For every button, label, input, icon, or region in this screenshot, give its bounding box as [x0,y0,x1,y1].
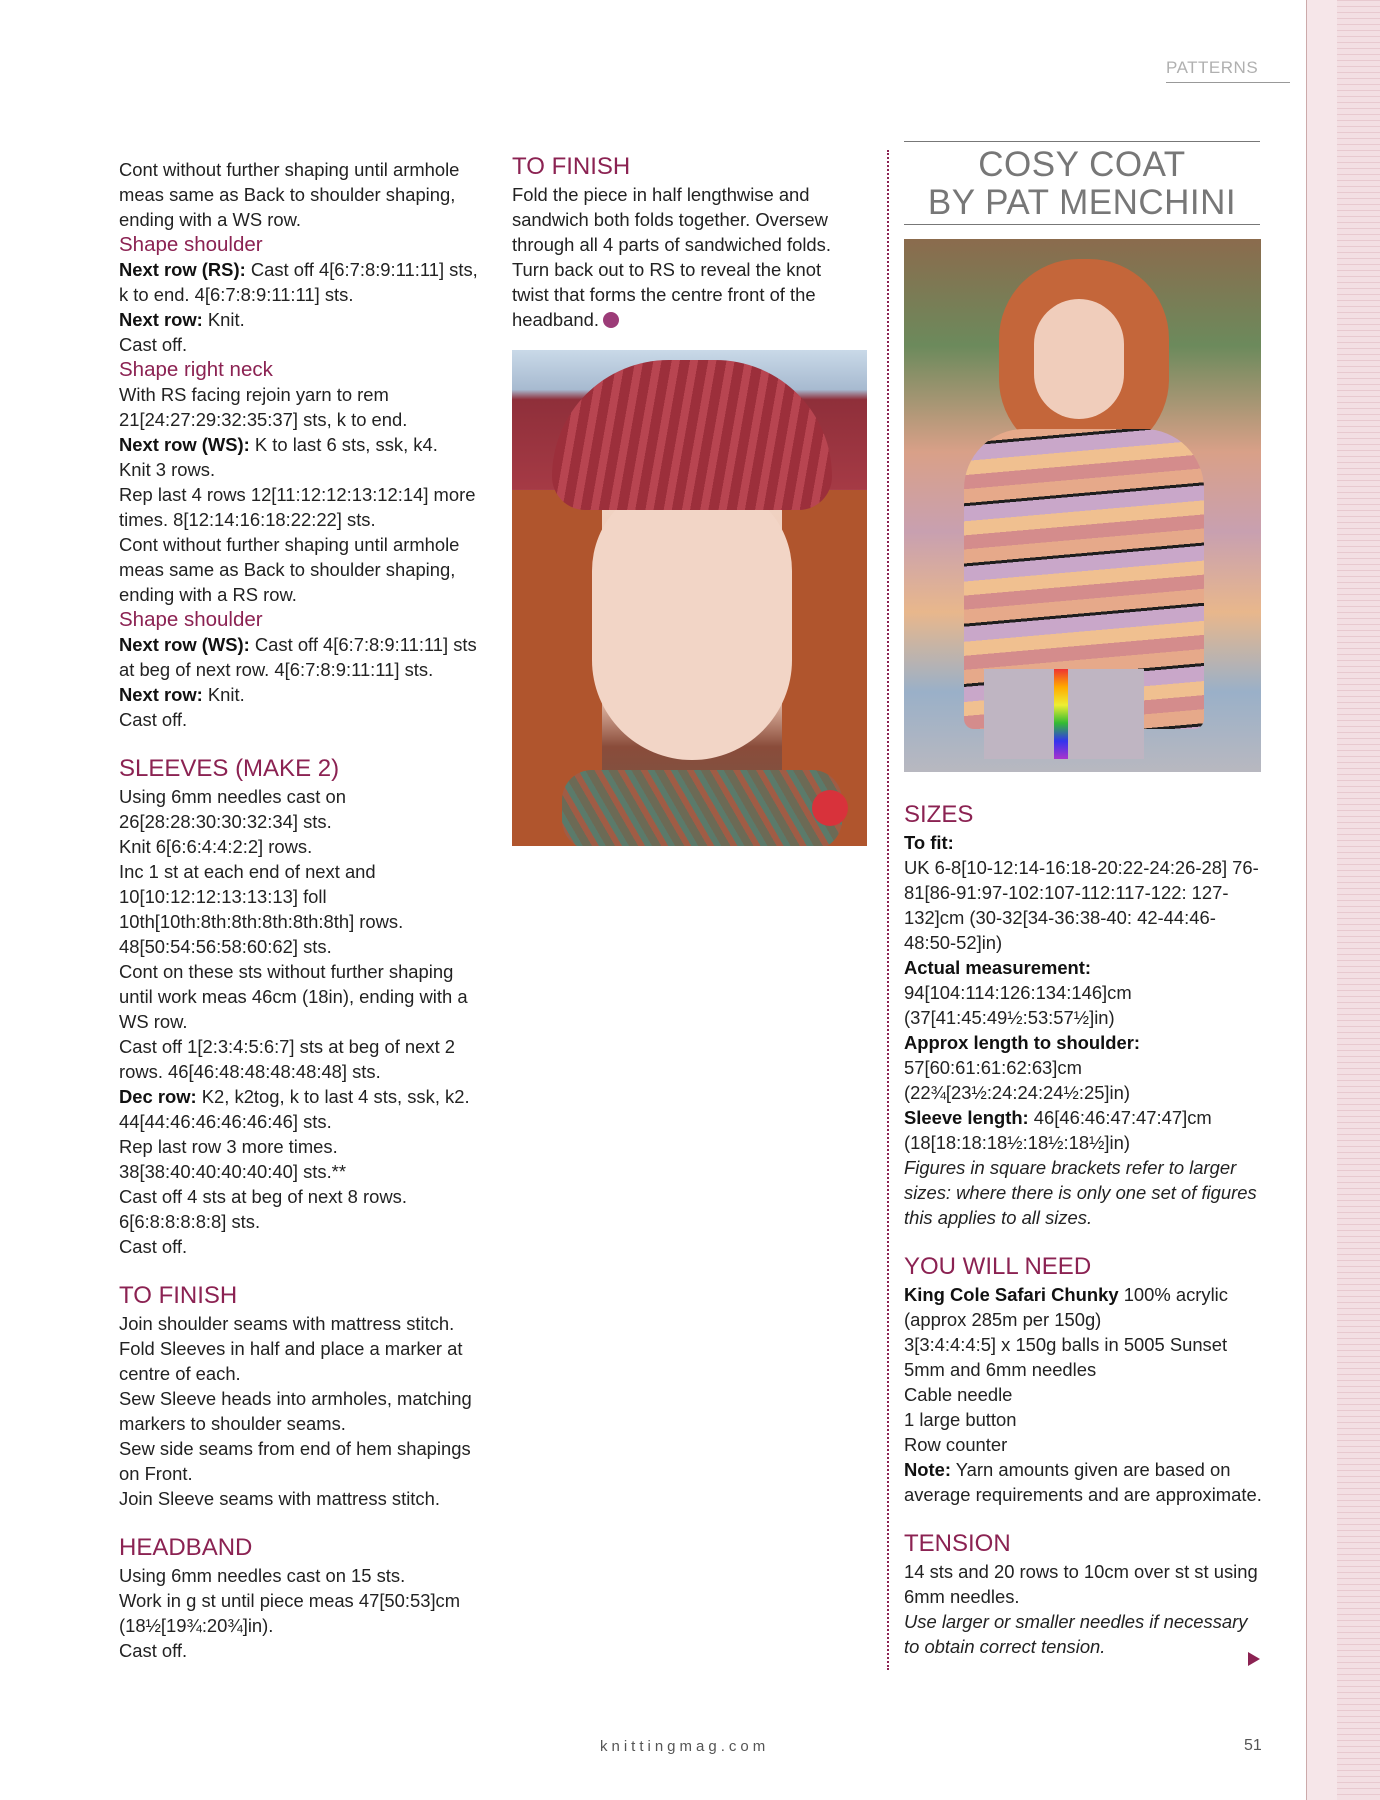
paragraph: Knit 6[6:6:4:4:2:2] rows. [119,836,313,857]
title-line: COSY COAT [978,145,1186,184]
sizes-note: Figures in square brackets refer to larger sizes: where there is only one set of figures this applies to all sizes. [904,1157,1257,1228]
subheading-shape-shoulder: Shape shoulder [119,233,263,256]
paragraph: With RS facing rejoin yarn to rem 21[24:27:29:32:35:37] sts, k to end. [119,384,408,430]
paragraph: Sew Sleeve heads into armholes, matching markers to shoulder seams. [119,1388,472,1434]
continue-arrow-icon [1248,1652,1260,1666]
list-item: 3[3:4:4:4:5] x 150g balls in 5005 Sunset [904,1334,1228,1355]
paragraph: Cast off. [119,1236,188,1257]
instruction-row: Next row (RS): Cast off 4[6:7:8:9:11:11] sts, k to end. 4[6:7:8:9:11:11] sts. [119,259,478,305]
photo-headband [552,360,832,510]
paragraph: Join Sleeve seams with mattress stitch. [119,1488,440,1509]
paragraph: Work in g st until piece meas 47[50:53]cm (18½[19¾:20¾]in). [119,1590,461,1636]
photo-ribbon [1054,669,1068,759]
photo-button [812,790,848,826]
paragraph: Cast off. [119,334,188,355]
paragraph: Cast off. [119,1640,188,1661]
heading-sleeves: SLEEVES (MAKE 2) [119,755,340,782]
instruction-row: Next row: Knit. [119,309,245,330]
pattern-column-left [119,157,479,1663]
photo-face [1034,299,1124,419]
paragraph: Using 6mm needles cast on 15 sts. [119,1565,406,1586]
list-item: 1 large button [904,1409,1017,1430]
paragraph: Cast off. [119,709,188,730]
paragraph: Sew side seams from end of hem shapings on Front. [119,1438,471,1484]
paragraph: 14 sts and 20 rows to 10cm over st st using 6mm needles. [904,1561,1258,1607]
paragraph: Fold Sleeves in half and place a marker at centre of each. [119,1338,463,1384]
ruler [1306,0,1380,1800]
title-byline: BY PAT MENCHINI [927,183,1237,222]
pattern-column-right [904,800,1262,1659]
label: Approx length to shoulder: [904,1032,1140,1053]
paragraph: Rep last 4 rows 12[11:12:12:13:12:14] more times. 8[12:14:16:18:22:22] sts. [119,484,476,530]
list-item: 5mm and 6mm needles [904,1359,1097,1380]
paragraph: Inc 1 st at each end of next and 10[10:12:12:13:13:13] foll 10th[10th:8th:8th:8th:8th:8th] rows. 48[50:54:56:58:60:62] sts. [119,861,404,957]
paragraph: Cont without further shaping until armhole meas same as Back to shoulder shaping, ending with a RS row. [119,534,460,605]
paragraph: Cast off 4 sts at beg of next 8 rows. 6[6:8:8:8:8:8] sts. [119,1186,407,1232]
footer-url: knittingmag.com [600,1738,770,1755]
heading-tension: TENSION [904,1530,1011,1557]
ruler-strip [1307,0,1337,1800]
column-divider [887,150,889,1670]
heading-headband: HEADBAND [119,1534,253,1561]
instruction-row: Next row: Knit. [119,684,245,705]
paragraph: Knit 3 rows. [119,459,216,480]
pattern-title [904,141,1260,225]
subheading-shape-right-neck: Shape right neck [119,358,273,381]
heading-sizes: SIZES [904,801,974,828]
tension-note: Use larger or smaller needles if necessary to obtain correct tension. [904,1611,1248,1657]
yarn-ball-icon [603,312,619,328]
list-item: Row counter [904,1434,1008,1455]
instruction-row: Sleeve length: 46[46:46:47:47:47]cm (18[18:18:18½:18½:18½]in) [904,1107,1212,1153]
paragraph: 57[60:61:61:62:63]cm (22¾[23½:24:24:24½:25]in) [904,1057,1130,1103]
instruction-row: Dec row: K2, k2tog, k to last 4 sts, ssk, k2. 44[44:46:46:46:46:46] sts. [119,1086,470,1132]
subheading-shape-shoulder: Shape shoulder [119,608,263,631]
paragraph: 94[104:114:126:134:146]cm (37[41:45:49½:53:57½]in) [904,982,1132,1028]
heading-to-finish: TO FINISH [512,153,631,180]
paragraph: Fold the piece in half lengthwise and sandwich both folds together. Oversew through all 4 parts of sandwiched folds. Turn back out to RS to reveal the knot twist that forms the centre front of the headband. [512,184,831,330]
paragraph: Using 6mm needles cast on 26[28:28:30:30:32:34] sts. [119,786,346,832]
paragraph: Cast off 1[2:3:4:5:6:7] sts at beg of next 2 rows. 46[46:48:48:48:48:48] sts. [119,1036,456,1082]
list-item: Cable needle [904,1384,1013,1405]
photo-face [592,480,792,760]
instruction-row: Next row (WS): K to last 6 sts, ssk, k4. [119,434,438,455]
instruction-row: Next row (WS): Cast off 4[6:7:8:9:11:11] sts at beg of next row. 4[6:7:8:9:11:11] sts. [119,634,477,680]
page-number: 51 [1244,1737,1262,1754]
paragraph: Cont on these sts without further shaping until work meas 46cm (18in), ending with a WS row. [119,961,468,1032]
coat-photo [904,239,1261,772]
paragraph: UK 6-8[10-12:14-16:18-20:22-24:26-28] 76-81[86-91:97-102:107-112:117-122: 127-132]cm (30-32[34-36:38-40: 42-44:46-48:50-52]in) [904,857,1259,953]
pattern-column-middle [512,152,852,332]
heading-you-will-need: YOU WILL NEED [904,1253,1092,1280]
label: To fit: [904,832,954,853]
heading-to-finish: TO FINISH [119,1282,238,1309]
instruction-row: King Cole Safari Chunky 100% acrylic (approx 285m per 150g) [904,1284,1228,1330]
paragraph: Join shoulder seams with mattress stitch. [119,1313,455,1334]
photo-scarf [562,770,842,846]
label: Actual measurement: [904,957,1092,978]
section-tag: PATTERNS [1166,58,1290,83]
paragraph: Cont without further shaping until armhole meas same as Back to shoulder shaping, ending with a WS row. [119,159,460,230]
instruction-row: Note: Yarn amounts given are based on average requirements and are approximate. [904,1459,1262,1505]
headband-photo [512,350,867,846]
paragraph: Rep last row 3 more times. 38[38:40:40:40:40:40] sts.** [119,1136,346,1182]
